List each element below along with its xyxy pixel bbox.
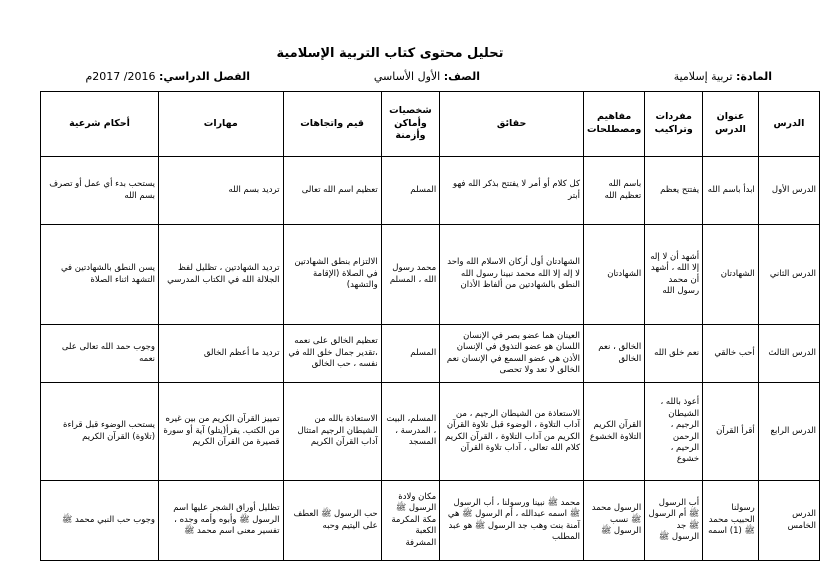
cell-vocab: يفتتح يعظم xyxy=(645,157,703,225)
cell-skills: تمييز القرآن الكريم من بين غيره من الكتب. يقرأ(يتلو) آية أو سورة قصيرة من القرآن الكريم xyxy=(159,383,284,481)
cell-vocab: نعم خلق الله xyxy=(645,325,703,383)
cell-skills: ترديد بسم الله xyxy=(159,157,284,225)
cell-concepts: الشهادتان xyxy=(584,225,645,325)
cell-lesson: الدرس الثاني xyxy=(758,225,819,325)
table-row xyxy=(41,225,820,325)
cell-facts: كل كلام أو أمر لا يفتتح بذكر الله فهو أبتر xyxy=(440,157,584,225)
subject-value: تربية إسلامية xyxy=(673,70,733,83)
header-lesson: الدرس xyxy=(758,92,819,157)
cell-people: المسلم، البيت ، المدرسة ، المسجد xyxy=(381,383,440,481)
cell-title: الشهادتان xyxy=(703,225,759,325)
cell-values: حب الرسول ﷺ العطف على اليتيم وحبه xyxy=(283,481,381,561)
cell-people: المسلم xyxy=(381,157,440,225)
header-title: عنوان الدرس xyxy=(703,92,759,157)
cell-values: تعظيم اسم الله تعالى xyxy=(283,157,381,225)
cell-concepts: الخالق ، نعم الخالق xyxy=(584,325,645,383)
cell-people: محمد رسول الله ، المسلم xyxy=(381,225,440,325)
cell-lesson: الدرس الثالث xyxy=(758,325,819,383)
cell-skills: ترديد ما أعظم الخالق xyxy=(159,325,284,383)
semester-label: الفصل الدراسي: xyxy=(158,70,250,83)
cell-people: المسلم xyxy=(381,325,440,383)
cell-title: رسولنا الحبيب محمد ﷺ (1) اسمه xyxy=(703,481,759,561)
table-row xyxy=(41,325,820,383)
cell-rulings: يسن النطق بالشهادتين في التشهد اثناء الصلاة xyxy=(41,225,159,325)
cell-title: أحب خالقي xyxy=(703,325,759,383)
subject-info xyxy=(674,70,772,83)
subject-label: المادة: xyxy=(736,70,772,83)
cell-title: ابدأ باسم الله xyxy=(703,157,759,225)
class-value: الأول الأساسي xyxy=(373,70,441,83)
header-rulings: أحكام شرعية xyxy=(41,92,159,157)
cell-rulings: يستحب الوضوء قبل قراءة (تلاوة) القرآن الكريم xyxy=(41,383,159,481)
cell-skills: ترديد الشهادتين ، تظليل لفظ الجلالة الله في الكتاب المدرسي xyxy=(159,225,284,325)
cell-concepts: القرآن الكريم التلاوة الخشوع xyxy=(584,383,645,481)
cell-lesson: الدرس الأول xyxy=(758,157,819,225)
cell-values: الالتزام بنطق الشهادتين في الصلاة (الإقامة والتشهد) xyxy=(283,225,381,325)
header-vocab: مفردات وتراكيب xyxy=(645,92,703,157)
cell-rulings: وجوب حمد الله تعالى على نعمه xyxy=(41,325,159,383)
content-analysis-table xyxy=(40,91,820,561)
header-facts: حقائق xyxy=(440,92,584,157)
header-values: قيم واتجاهات xyxy=(283,92,381,157)
table-header-row xyxy=(41,92,820,157)
header-people: شخصيات وأماكن وأزمنة xyxy=(381,92,440,157)
class-label: الصف: xyxy=(443,70,480,83)
semester-value: 2016/ 2017م xyxy=(85,70,156,83)
cell-vocab: أب الرسول ﷺ أم الرسول ﷺ جد الرسول ﷺ xyxy=(645,481,703,561)
cell-people: مكان ولادة الرسول ﷺ مكة المكرمة الكعبة المشرفة xyxy=(381,481,440,561)
page-title: تحليل محتوى كتاب التربية الإسلامية xyxy=(276,46,504,61)
document-meta xyxy=(0,70,780,88)
table-row xyxy=(41,383,820,481)
table-row xyxy=(41,157,820,225)
cell-title: أقرأ القرآن xyxy=(703,383,759,481)
cell-concepts: باسم الله تعظيم الله xyxy=(584,157,645,225)
cell-facts: الشهادتان أول أركان الاسلام الله واحد لا إله إلا الله محمد نبينا رسول الله النطق بالشهادتين من ألفاظ الأذان xyxy=(440,225,584,325)
cell-facts: محمد ﷺ نبينا ورسولنا ، أب الرسول ﷺ اسمه عبدالله ، أم الرسول ﷺ هي آمنة بنت وهب جد الرسول ﷺ هو عبد المطلب xyxy=(440,481,584,561)
cell-facts: العينان هما عضو بصر في الإنسان اللسان هو عضو التذوق في الإنسان الأذن هي عضو السمع في الإنسان نعم الخالق لا تعد ولا تحصى xyxy=(440,325,584,383)
cell-values: الاستعاذة بالله من الشيطان الرجيم امتثال آداب القرآن الكريم xyxy=(283,383,381,481)
cell-rulings: يستحب بدء أي عمل أو تصرف بسم الله xyxy=(41,157,159,225)
cell-lesson: الدرس الخامس xyxy=(758,481,819,561)
cell-lesson: الدرس الرابع xyxy=(758,383,819,481)
class-info xyxy=(374,70,480,83)
cell-concepts: الرسول محمد ﷺ نسب الرسول ﷺ xyxy=(584,481,645,561)
cell-rulings: وجوب حب النبي محمد ﷺ xyxy=(41,481,159,561)
cell-skills: تظليل أوراق الشجر عليها اسم الرسول ﷺ وأبوه وأمه وجده ، تفسير معنى اسم محمد ﷺ xyxy=(159,481,284,561)
semester-info xyxy=(85,70,250,83)
table-row xyxy=(41,481,820,561)
header-concepts: مفاهيم ومصطلحات xyxy=(584,92,645,157)
header-skills: مهارات xyxy=(159,92,284,157)
cell-facts: الاستعاذة من الشيطان الرجيم ، من آداب التلاوة ، الوضوء قبل تلاوة القرآن الكريم من آداب التلاوة ، القرآن الكريم كلام الله تعالى ، آداب تلاوة القرآن xyxy=(440,383,584,481)
cell-vocab: أشهد أن لا إله إلا الله ، أشهد أن محمد رسول الله xyxy=(645,225,703,325)
cell-vocab: أعوذ بالله ، الشيطان الرجيم ، الرحمن الرحيم ، خشوع xyxy=(645,383,703,481)
cell-values: تعظيم الخالق على نعمه ،تقدير جمال خلق الله في نفسه ، حب الخالق xyxy=(283,325,381,383)
